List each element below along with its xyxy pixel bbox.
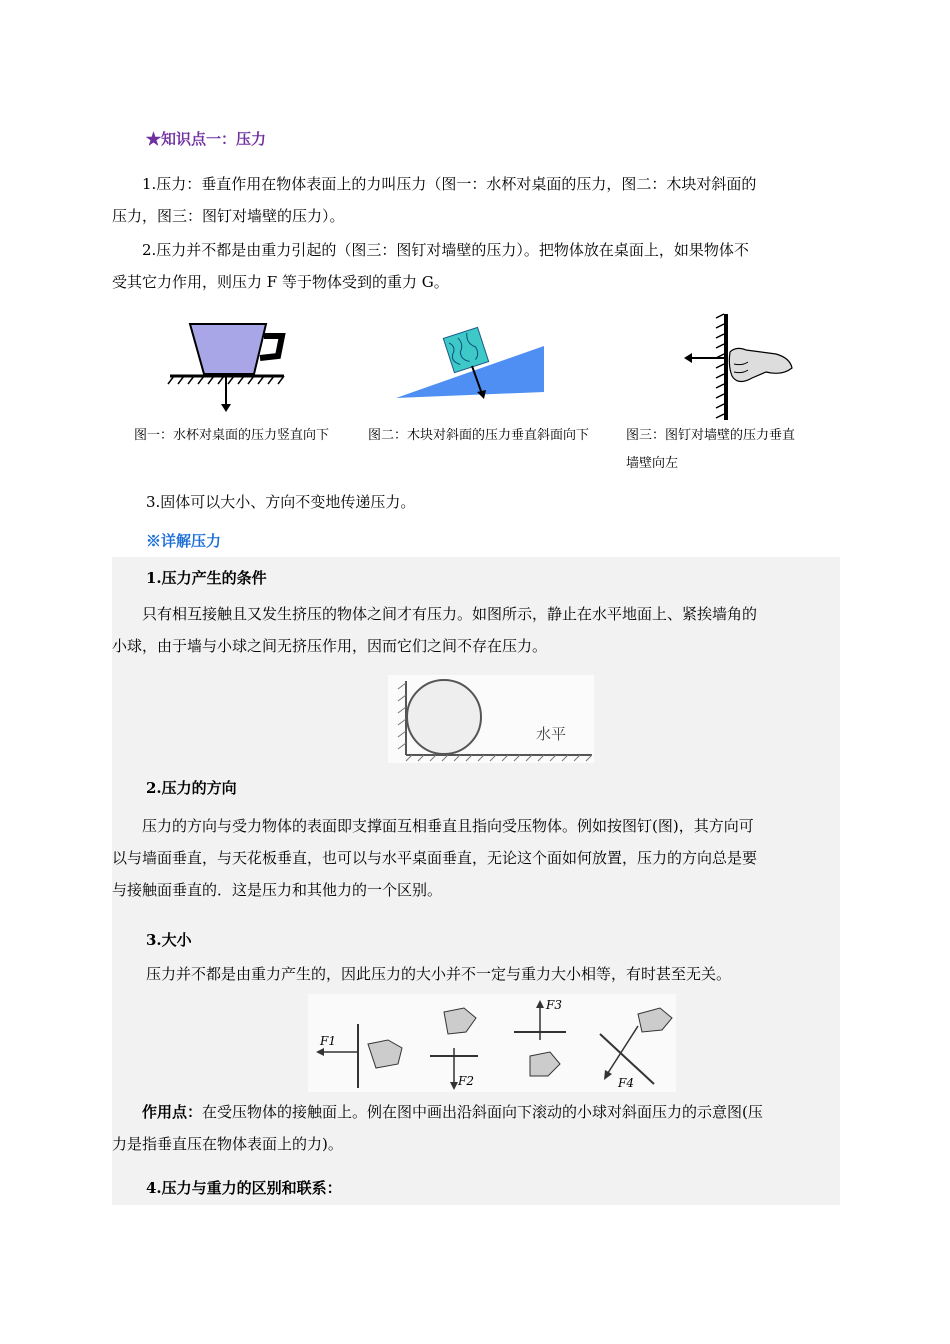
heading-relation: 4.压力与重力的区别和联系： <box>146 1179 342 1197</box>
force-label-4: F4 <box>618 1076 634 1090</box>
paragraph-line: 只有相互接触且又发生挤压的物体之间才有压力。如图所示，静止在水平地面上、紧挨墙角的 <box>142 605 758 623</box>
paragraph-line <box>112 1096 842 1128</box>
section-title: ★知识点一：压力 <box>146 130 267 148</box>
paragraph-line: 受其它力作用，则压力 F 等于物体受到的重力 G。 <box>112 273 449 291</box>
paragraph-line: 力是指垂直压在物体表面上的力)。 <box>112 1135 343 1153</box>
figure-2-caption: 图二：木块对斜面的压力垂直斜面向下 <box>368 428 590 443</box>
paragraph-line: 压力的方向与受力物体的表面即支撑面互相垂直且指向受压物体。例如按图钉(图)，其方向可 <box>142 817 754 835</box>
force-label-2: F2 <box>458 1074 474 1088</box>
ball-corner-figure <box>388 675 594 763</box>
point-text: 在受压物体的接触面上。例在图中画出沿斜面向下滚动的小球对斜面压力的示意图(压 <box>202 1103 763 1121</box>
paragraph-line: 以与墙面垂直，与天花板垂直，也可以与水平桌面垂直，无论这个面如何放置，压力的方向总是要 <box>112 849 758 867</box>
cup-figure <box>160 312 290 418</box>
incline-figure <box>392 322 552 404</box>
force-diagrams-figure <box>308 994 676 1092</box>
paragraph-line: 与接触面垂直的．这是压力和其他力的一个区别。 <box>112 881 443 899</box>
caption-line: 图三：图钉对墙壁的压力垂直 <box>626 428 796 443</box>
figure-3-caption <box>626 422 795 478</box>
paragraph-line: 2.压力并不都是由重力引起的（图三：图钉对墙壁的压力）。把物体放在桌面上，如果物体不 <box>142 241 749 259</box>
heading-condition: 1.压力产生的条件 <box>146 569 267 587</box>
paragraph-1 <box>112 168 842 232</box>
paragraph-line: 小球，由于墙与小球之间无挤压作用，因而它们之间不存在压力。 <box>112 637 548 655</box>
point-label: 作用点： <box>142 1103 203 1121</box>
heading-direction: 2.压力的方向 <box>146 779 237 797</box>
caption-line: 墙壁向左 <box>626 456 679 471</box>
paragraph-point <box>112 1096 842 1160</box>
heading-size: 3.大小 <box>146 931 192 949</box>
detail-title: ※详解压力 <box>146 532 222 550</box>
paragraph-line: 1.压力：垂直作用在物体表面上的力叫压力（图一：水杯对桌面的压力，图二：木块对斜面的 <box>142 175 757 193</box>
paragraph-3: 3.固体可以大小、方向不变地传递压力。 <box>146 493 416 511</box>
force-label-1: F1 <box>320 1034 336 1048</box>
wall-pin-figure <box>684 312 796 422</box>
paragraph-line: 压力，图三：图钉对墙壁的压力）。 <box>112 207 345 225</box>
paragraph-condition <box>112 598 842 662</box>
paragraph-2 <box>112 234 842 298</box>
figure-1-caption: 图一：水杯对桌面的压力竖直向下 <box>134 428 330 443</box>
paragraph-size: 压力并不都是由重力产生的，因此压力的大小并不一定与重力大小相等，有时甚至无关。 <box>146 965 732 983</box>
force-label-3: F3 <box>546 998 562 1012</box>
paragraph-direction <box>112 810 842 906</box>
ball-label: 水平 <box>536 725 567 743</box>
